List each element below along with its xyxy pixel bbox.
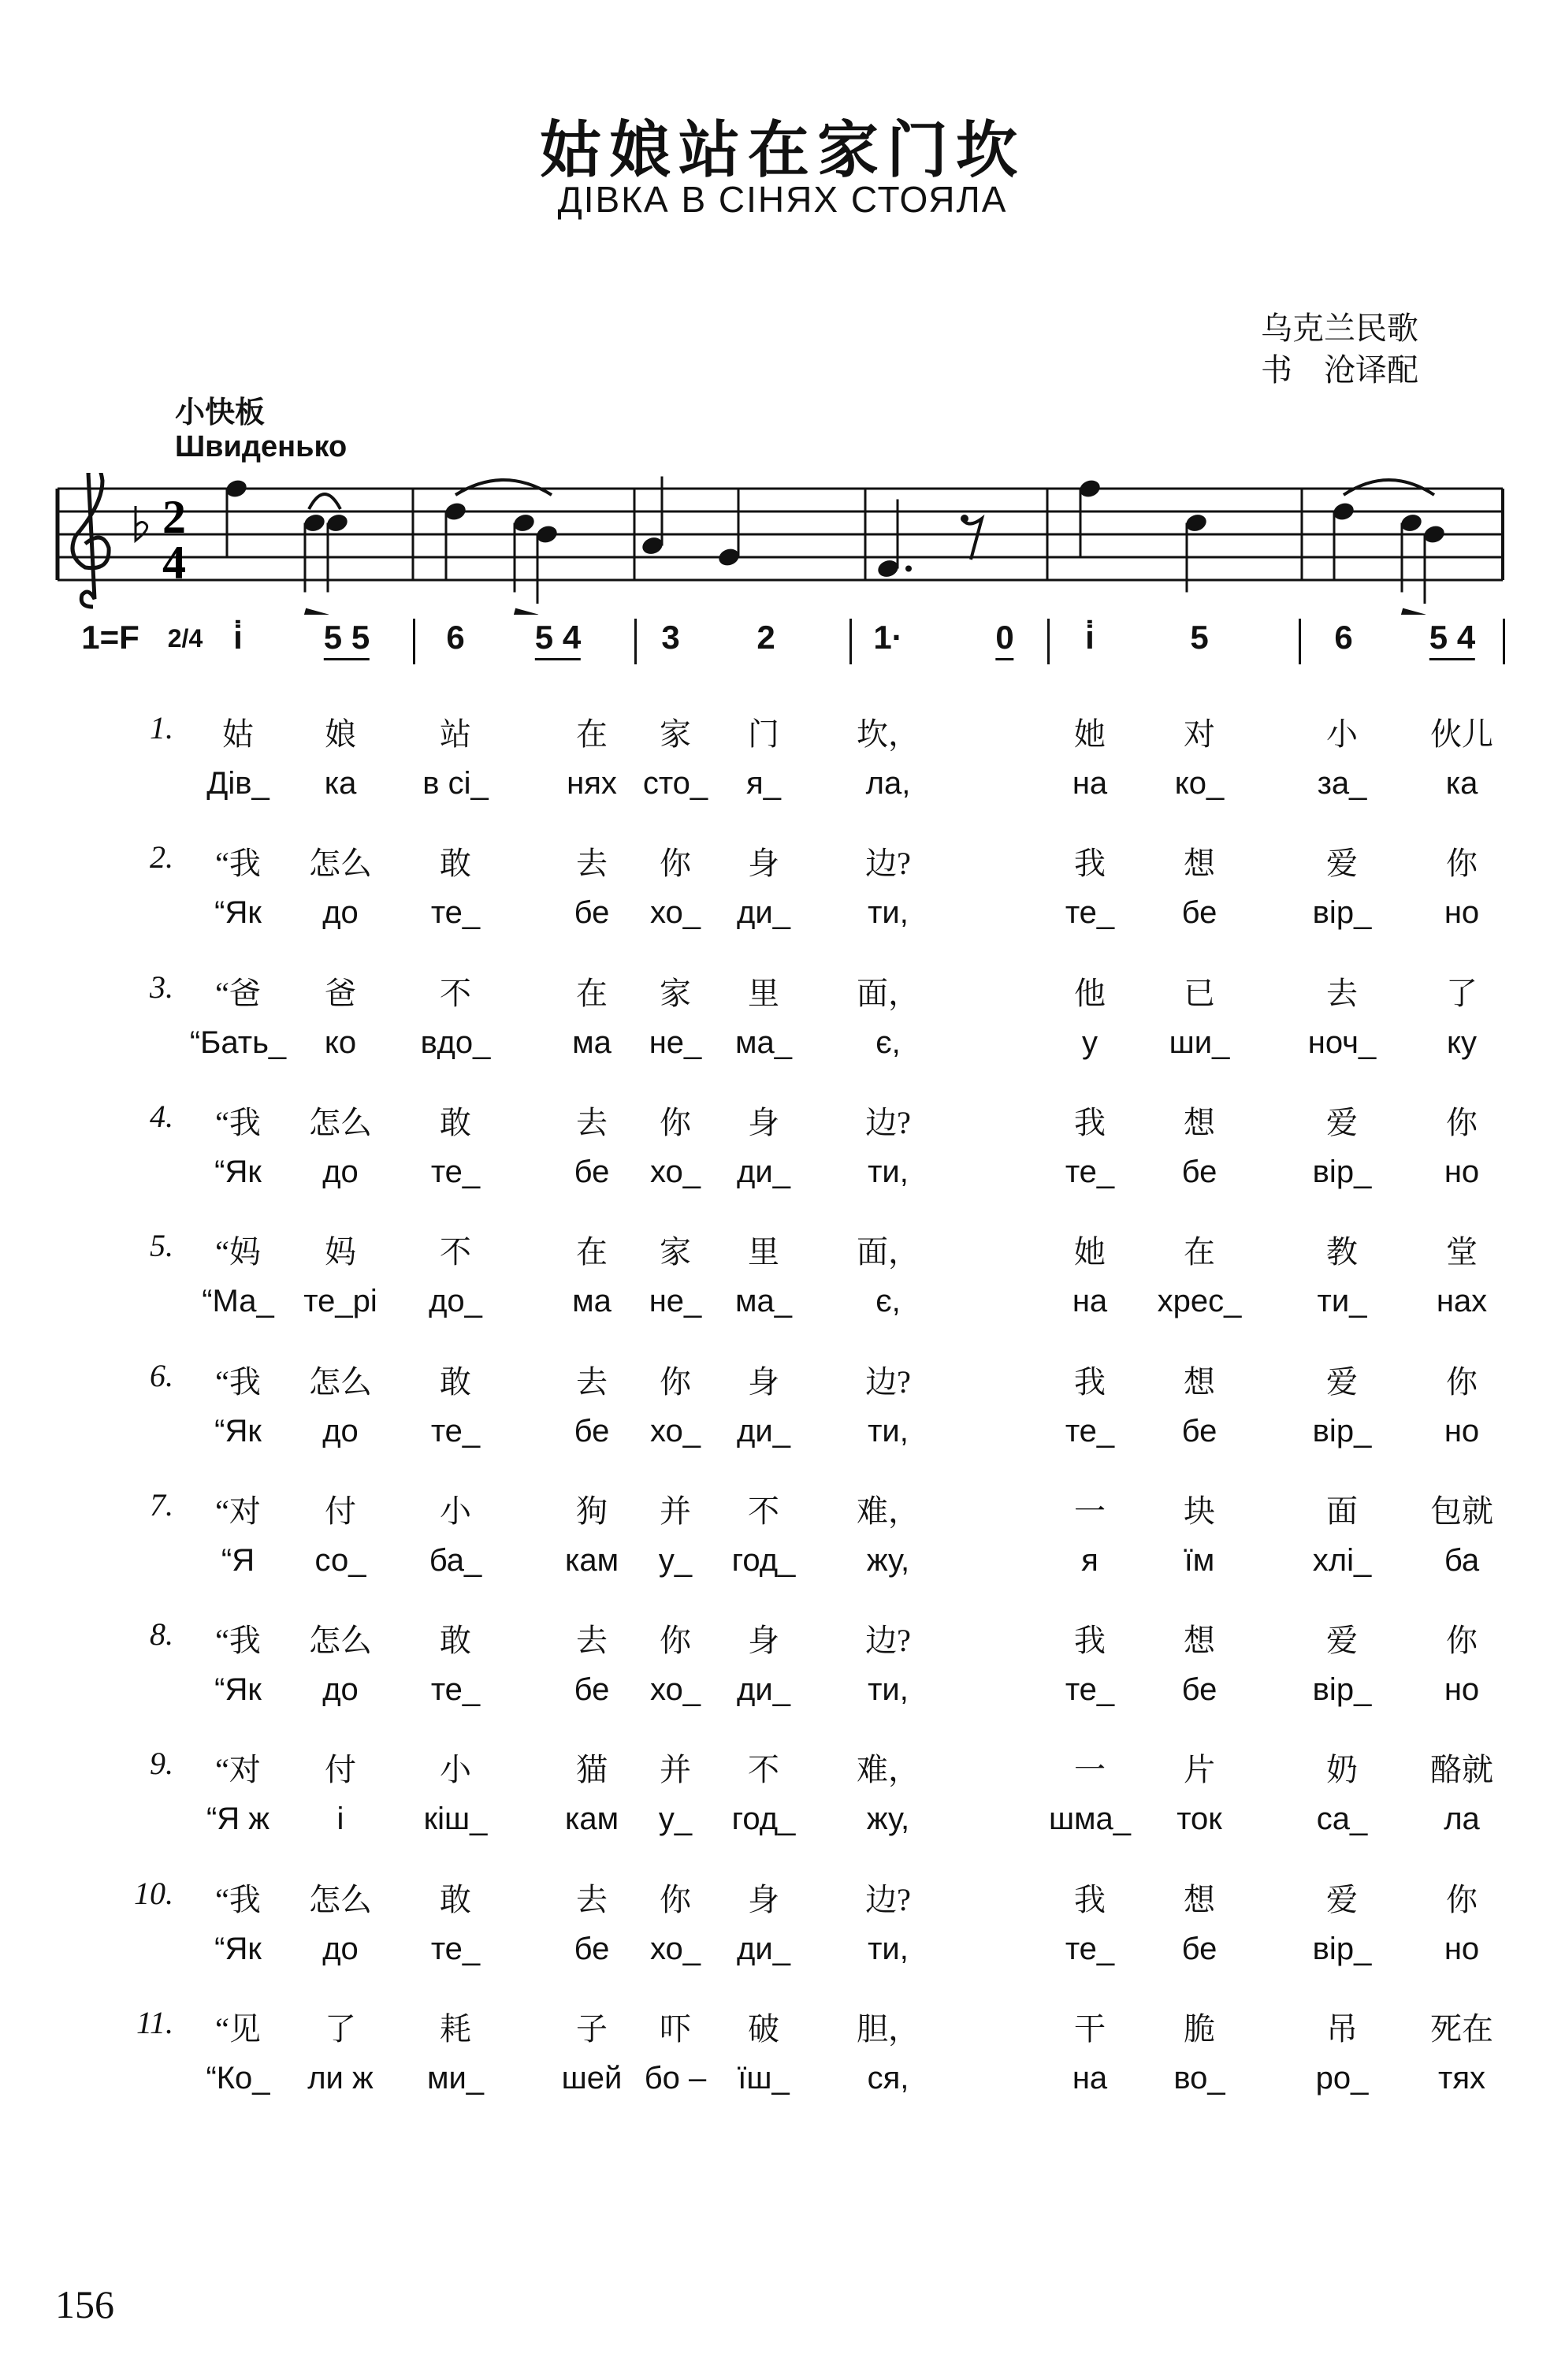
- lyric-uk: не_: [649, 1284, 702, 1319]
- lyric-uk: хрес_: [1157, 1284, 1242, 1319]
- lyric-zh: 身: [748, 1363, 779, 1400]
- lyric-zh: 敢: [440, 1881, 471, 1917]
- verse-number: 10.: [134, 1875, 173, 1911]
- lyric-uk: ди_: [737, 1154, 790, 1189]
- slur: [309, 494, 340, 509]
- lyric-uk: на: [1072, 1284, 1108, 1319]
- lyric-zh: 怎么: [309, 1623, 372, 1659]
- lyric-uk: са_: [1316, 1802, 1368, 1837]
- lyric-uk: ку: [1447, 1025, 1477, 1060]
- lyric-zh: “妈: [215, 1234, 261, 1270]
- lyric-zh: 脆: [1184, 2011, 1215, 2047]
- lyric-zh: 你: [1446, 1623, 1478, 1659]
- time-signature-bottom: 4: [162, 537, 186, 589]
- lyric-uk: я: [1081, 1542, 1098, 1578]
- lyric-zh: 娘: [325, 716, 356, 752]
- lyric-zh: “我: [215, 1363, 261, 1400]
- lyric-zh: 包就: [1430, 1493, 1493, 1529]
- lyric-zh: 你: [660, 1881, 691, 1917]
- jianpu-note: 0: [995, 619, 1013, 660]
- lyric-zh: 耗: [440, 2011, 471, 2047]
- lyric-uk: ба: [1444, 1542, 1480, 1578]
- lyric-uk: їм: [1184, 1542, 1215, 1578]
- lyric-zh: 站: [440, 716, 471, 752]
- lyric-uk: жу,: [866, 1542, 910, 1578]
- verse-number: 6.: [150, 1357, 173, 1393]
- lyric-uk: хо_: [649, 1154, 701, 1189]
- lyric-uk: ди_: [737, 1931, 790, 1966]
- lyric-uk: ти_: [1317, 1284, 1367, 1319]
- lyric-zh: 难，: [857, 1752, 920, 1788]
- jianpu-note: 5 4: [1429, 619, 1475, 660]
- lyric-uk: те_рі: [303, 1284, 377, 1319]
- lyric-uk: ла,: [865, 766, 911, 801]
- lyric-uk: год_: [731, 1802, 796, 1837]
- lyric-zh: 子: [576, 2011, 608, 2047]
- lyric-zh: 狗: [576, 1493, 608, 1529]
- lyric-uk: не_: [649, 1025, 702, 1060]
- lyric-uk: те_: [430, 1413, 481, 1448]
- lyric-zh: 胆，: [857, 2011, 920, 2047]
- lyric-zh: 边?: [865, 1623, 911, 1659]
- lyric-zh: 并: [660, 1493, 691, 1529]
- lyric-uk: ма: [572, 1025, 612, 1060]
- lyric-uk: нах: [1436, 1284, 1488, 1319]
- lyric-zh: 酪就: [1430, 1752, 1493, 1788]
- lyric-zh: 去: [576, 1623, 608, 1659]
- verse-number: 5.: [150, 1228, 173, 1264]
- lyric-zh: “对: [215, 1493, 261, 1529]
- jianpu-note: 3: [661, 619, 680, 656]
- lyric-uk: хо_: [649, 895, 701, 931]
- jianpu-note: 5 4: [535, 619, 581, 660]
- verse-number: 9.: [150, 1746, 173, 1782]
- jianpu-barline: [1503, 619, 1505, 664]
- lyric-uk: ли ж: [307, 2061, 374, 2096]
- lyric-zh: 一: [1074, 1493, 1106, 1529]
- lyric-uk: те_: [1065, 1672, 1115, 1708]
- lyric-uk: на: [1072, 2061, 1108, 2096]
- lyric-zh: 里: [748, 975, 779, 1011]
- lyric-uk: те_: [430, 1931, 481, 1966]
- jianpu-note: 6: [446, 619, 465, 656]
- song-title-zh: 姑娘站在家门坎: [539, 116, 1025, 184]
- lyric-zh: 你: [660, 1623, 691, 1659]
- lyric-uk: нях: [567, 766, 617, 801]
- lyric-uk: “Як: [214, 1931, 262, 1966]
- lyric-zh: 你: [660, 846, 691, 882]
- lyric-uk: ко: [324, 1025, 357, 1060]
- attribution-translator: 书 沧译配: [1261, 353, 1418, 388]
- lyric-uk: “Ма_: [202, 1284, 274, 1319]
- lyric-uk: бе: [1181, 1413, 1217, 1448]
- lyric-zh: 对: [1184, 716, 1215, 752]
- lyric-zh: 吊: [1326, 2011, 1358, 2047]
- jianpu-note: 6: [1334, 619, 1353, 656]
- lyric-uk: ко_: [1174, 766, 1225, 801]
- lyric-zh: 敢: [440, 1104, 471, 1140]
- jianpu-note: 5: [1190, 619, 1209, 656]
- lyric-uk: бе: [1181, 1154, 1217, 1189]
- lyric-zh: 难，: [857, 1493, 920, 1529]
- lyric-zh: 边?: [865, 1881, 911, 1917]
- lyric-zh: 付: [325, 1752, 356, 1788]
- lyric-zh: “我: [215, 1881, 261, 1917]
- lyric-uk: но: [1444, 895, 1480, 931]
- lyric-zh: 不: [440, 975, 471, 1011]
- lyric-zh: 一: [1074, 1752, 1106, 1788]
- lyric-zh: 去: [1326, 975, 1358, 1011]
- eighth-rest-dot: [961, 515, 968, 522]
- lyric-zh: 坎，: [857, 716, 920, 752]
- lyric-zh: 敢: [440, 1363, 471, 1400]
- lyric-zh: 他: [1074, 975, 1106, 1011]
- lyric-zh: “爸: [215, 975, 261, 1011]
- lyric-uk: до: [322, 1413, 359, 1448]
- lyric-zh: 我: [1074, 1881, 1106, 1917]
- lyric-zh: 了: [325, 2011, 356, 2047]
- lyric-zh: 家: [660, 1234, 691, 1270]
- lyric-uk: бо –: [644, 2061, 707, 2096]
- lyric-uk: те_: [430, 1154, 481, 1189]
- lyric-uk: хо_: [649, 1413, 701, 1448]
- lyric-uk: но: [1444, 1413, 1480, 1448]
- lyric-uk: “Я ж: [206, 1802, 270, 1837]
- lyric-zh: 伙儿: [1430, 716, 1493, 752]
- lyric-uk: ток: [1177, 1802, 1222, 1837]
- lyric-zh: 里: [748, 1234, 779, 1270]
- lyric-zh: 妈: [325, 1234, 356, 1270]
- key-signature: 1=F: [81, 619, 139, 656]
- lyric-uk: бе: [1181, 1931, 1217, 1966]
- lyric-uk: “Бать_: [189, 1025, 287, 1060]
- lyric-zh: 在: [576, 716, 608, 752]
- lyric-uk: за_: [1317, 766, 1367, 801]
- lyric-zh: 死在: [1430, 2011, 1493, 2047]
- lyric-uk: ти,: [868, 1413, 909, 1448]
- lyric-uk: ка: [324, 766, 357, 801]
- lyric-uk: ди_: [737, 895, 790, 931]
- verse-number: 4.: [150, 1098, 173, 1134]
- time-signature: 2/4: [167, 624, 203, 653]
- lyric-uk: год_: [731, 1542, 796, 1578]
- lyric-zh: 教: [1326, 1234, 1358, 1270]
- jianpu-note: 1·: [873, 619, 903, 656]
- lyric-zh: 你: [1446, 1104, 1478, 1140]
- lyric-uk: до: [322, 1154, 359, 1189]
- lyric-zh: 爱: [1326, 1104, 1358, 1140]
- lyric-uk: “Як: [214, 1154, 262, 1189]
- lyric-uk: до: [322, 895, 359, 931]
- lyric-uk: до: [322, 1672, 359, 1708]
- lyric-uk: до_: [429, 1284, 482, 1319]
- jianpu-note: 5 5: [324, 619, 370, 660]
- jianpu-note: i̇: [1085, 619, 1095, 656]
- lyric-uk: “Як: [214, 1413, 262, 1448]
- lyric-uk: вір_: [1312, 895, 1372, 931]
- beam: [515, 612, 537, 615]
- lyric-uk: ти,: [868, 1154, 909, 1189]
- lyric-zh: 小: [440, 1493, 471, 1529]
- lyric-uk: “Ко_: [206, 2061, 270, 2096]
- lyric-zh: 敢: [440, 1623, 471, 1659]
- lyric-zh: 家: [660, 716, 691, 752]
- lyric-uk: бе: [1181, 1672, 1217, 1708]
- lyric-zh: 我: [1074, 846, 1106, 882]
- lyric-uk: ро_: [1315, 2061, 1369, 2096]
- lyric-uk: бе: [1181, 895, 1217, 931]
- lyric-uk: те_: [1065, 1413, 1115, 1448]
- lyric-zh: 边?: [865, 1363, 911, 1400]
- lyric-uk: кам: [564, 1802, 619, 1837]
- lyric-zh: 敢: [440, 846, 471, 882]
- verse-number: 1.: [150, 710, 173, 746]
- lyric-zh: 怎么: [309, 1881, 372, 1917]
- lyric-zh: 家: [660, 975, 691, 1011]
- lyric-uk: со_: [314, 1542, 366, 1578]
- lyric-uk: є,: [875, 1284, 901, 1319]
- lyric-zh: 你: [1446, 846, 1478, 882]
- lyric-zh: 想: [1184, 1104, 1215, 1140]
- verse-number: 7.: [150, 1486, 173, 1523]
- beam: [305, 612, 328, 615]
- lyric-uk: ди_: [737, 1413, 790, 1448]
- lyric-uk: ма_: [735, 1025, 792, 1060]
- dot: [905, 566, 912, 572]
- lyric-zh: 怎么: [309, 846, 372, 882]
- lyric-uk: “Я: [221, 1542, 255, 1578]
- lyric-uk: їш_: [738, 2061, 790, 2096]
- lyric-uk: ти,: [868, 1931, 909, 1966]
- lyric-zh: 去: [576, 1363, 608, 1400]
- page-number: 156: [55, 2282, 114, 2326]
- lyric-uk: в сі_: [422, 766, 489, 801]
- lyric-uk: у_: [658, 1802, 693, 1837]
- lyric-zh: “我: [215, 1104, 261, 1140]
- lyric-uk: ся,: [867, 2061, 909, 2096]
- lyric-uk: бе: [574, 1154, 610, 1189]
- lyric-uk: жу,: [866, 1802, 910, 1837]
- lyric-zh: 怎么: [309, 1363, 372, 1400]
- lyric-zh: 去: [576, 846, 608, 882]
- lyric-uk: “Як: [214, 895, 262, 931]
- lyric-uk: вір_: [1312, 1931, 1372, 1966]
- lyric-uk: кам: [564, 1542, 619, 1578]
- lyric-uk: те_: [1065, 1931, 1115, 1966]
- lyric-uk: бе: [574, 1931, 610, 1966]
- lyric-zh: 你: [660, 1363, 691, 1400]
- lyric-uk: те_: [430, 1672, 481, 1708]
- lyric-zh: 不: [748, 1752, 779, 1788]
- lyric-zh: 干: [1074, 2011, 1106, 2047]
- lyric-uk: ка: [1445, 766, 1478, 801]
- staff-notation: [0, 473, 1565, 615]
- lyric-zh: 我: [1074, 1104, 1106, 1140]
- lyric-uk: і: [336, 1802, 344, 1837]
- lyric-zh: 猫: [576, 1752, 608, 1788]
- lyric-zh: 面: [1326, 1493, 1358, 1529]
- lyric-zh: 吓: [660, 2011, 691, 2047]
- attribution-origin: 乌克兰民歌: [1261, 311, 1418, 346]
- lyric-zh: 爱: [1326, 846, 1358, 882]
- lyric-zh: 身: [748, 1104, 779, 1140]
- lyric-zh: 面，: [857, 975, 920, 1011]
- lyric-zh: “见: [215, 2011, 261, 2047]
- lyric-zh: 并: [660, 1752, 691, 1788]
- jianpu-note: 2: [756, 619, 775, 656]
- lyric-zh: 我: [1074, 1623, 1106, 1659]
- lyric-uk: я_: [746, 766, 781, 801]
- lyric-uk: “Як: [214, 1672, 262, 1708]
- jianpu-barline: [849, 619, 852, 664]
- lyric-zh: 门: [748, 716, 779, 752]
- lyric-uk: те_: [430, 895, 481, 931]
- jianpu-barline: [413, 619, 415, 664]
- lyric-uk: ми_: [426, 2061, 485, 2096]
- lyric-uk: кіш_: [423, 1802, 488, 1837]
- lyric-uk: шей: [561, 2061, 623, 2096]
- lyric-zh: 奶: [1326, 1752, 1358, 1788]
- time-signature-top: 2: [162, 491, 186, 543]
- lyric-uk: у: [1082, 1025, 1098, 1060]
- lyric-zh: 爱: [1326, 1623, 1358, 1659]
- lyric-zh: 在: [1184, 1234, 1215, 1270]
- lyric-uk: на: [1072, 766, 1108, 801]
- lyric-zh: 怎么: [309, 1104, 372, 1140]
- lyric-zh: 小: [1326, 716, 1358, 752]
- lyric-zh: 在: [576, 975, 608, 1011]
- lyric-uk: ноч_: [1307, 1025, 1377, 1060]
- lyric-uk: хо_: [649, 1672, 701, 1708]
- tempo-uk: Швиденько: [175, 430, 348, 463]
- lyric-zh: “对: [215, 1752, 261, 1788]
- lyric-zh: 她: [1074, 716, 1106, 752]
- lyric-zh: 堂: [1446, 1234, 1478, 1270]
- lyric-uk: ба_: [429, 1542, 482, 1578]
- lyric-zh: 去: [576, 1881, 608, 1917]
- lyric-uk: Дів_: [206, 766, 270, 801]
- lyric-zh: 爱: [1326, 1363, 1358, 1400]
- lyric-zh: 边?: [865, 1104, 911, 1140]
- lyric-uk: ти,: [868, 1672, 909, 1708]
- lyric-uk: бе: [574, 895, 610, 931]
- lyric-zh: 我: [1074, 1363, 1106, 1400]
- verse-number: 8.: [150, 1616, 173, 1653]
- lyric-uk: вір_: [1312, 1672, 1372, 1708]
- jianpu-barline: [1047, 619, 1050, 664]
- lyric-zh: 想: [1184, 1881, 1215, 1917]
- lyric-uk: вір_: [1312, 1154, 1372, 1189]
- jianpu-barline: [634, 619, 637, 664]
- lyric-zh: 想: [1184, 846, 1215, 882]
- lyric-uk: хо_: [649, 1931, 701, 1966]
- eighth-rest-icon: [963, 519, 982, 560]
- lyric-zh: 想: [1184, 1623, 1215, 1659]
- lyric-zh: “我: [215, 846, 261, 882]
- lyric-uk: те_: [1065, 1154, 1115, 1189]
- lyric-uk: ма_: [735, 1284, 792, 1319]
- lyric-uk: но: [1444, 1672, 1480, 1708]
- lyric-uk: сто_: [642, 766, 708, 801]
- lyric-zh: 破: [748, 2011, 779, 2047]
- lyric-zh: 不: [748, 1493, 779, 1529]
- verse-number: 11.: [136, 2005, 173, 2040]
- lyric-uk: хлі_: [1312, 1542, 1372, 1578]
- lyric-zh: 身: [748, 846, 779, 882]
- lyric-uk: тях: [1438, 2061, 1485, 2096]
- lyric-uk: вдо_: [420, 1025, 491, 1060]
- lyric-uk: но: [1444, 1931, 1480, 1966]
- lyric-uk: бе: [574, 1672, 610, 1708]
- lyric-zh: 在: [576, 1234, 608, 1270]
- lyric-uk: у_: [658, 1542, 693, 1578]
- lyric-zh: 面，: [857, 1234, 920, 1270]
- lyric-uk: до: [322, 1931, 359, 1966]
- lyric-uk: ши_: [1169, 1025, 1230, 1060]
- lyric-uk: те_: [1065, 895, 1115, 931]
- lyric-zh: 爸: [325, 975, 356, 1011]
- jianpu-barline: [1299, 619, 1301, 664]
- lyric-zh: 身: [748, 1623, 779, 1659]
- lyric-uk: ди_: [737, 1672, 790, 1708]
- lyric-zh: 姑: [222, 716, 254, 752]
- lyric-zh: 了: [1446, 975, 1478, 1011]
- tempo-zh: 小快板: [175, 396, 266, 430]
- song-title-uk: ДІВКА В СІНЯХ СТОЯЛА: [557, 179, 1008, 220]
- lyric-uk: ти,: [868, 895, 909, 931]
- verse-number: 3.: [150, 969, 173, 1005]
- lyric-zh: 不: [440, 1234, 471, 1270]
- lyric-zh: 付: [325, 1493, 356, 1529]
- lyric-zh: 你: [1446, 1881, 1478, 1917]
- treble-clef-icon: [72, 473, 109, 607]
- lyric-zh: 她: [1074, 1234, 1106, 1270]
- verse-number: 2.: [150, 839, 173, 876]
- lyric-zh: 想: [1184, 1363, 1215, 1400]
- beam: [1402, 612, 1425, 615]
- lyric-uk: ма: [572, 1284, 612, 1319]
- lyric-zh: 你: [660, 1104, 691, 1140]
- lyric-zh: 小: [440, 1752, 471, 1788]
- lyric-zh: 去: [576, 1104, 608, 1140]
- lyric-uk: вір_: [1312, 1413, 1372, 1448]
- lyric-zh: 已: [1184, 975, 1215, 1011]
- lyric-zh: 边?: [865, 846, 911, 882]
- lyric-zh: 块: [1184, 1493, 1215, 1529]
- lyric-uk: бе: [574, 1413, 610, 1448]
- lyric-uk: шма_: [1048, 1802, 1132, 1837]
- jianpu-note: i̇: [233, 619, 243, 656]
- lyric-uk: но: [1444, 1154, 1480, 1189]
- lyric-zh: 你: [1446, 1363, 1478, 1400]
- lyric-uk: ла: [1444, 1802, 1480, 1837]
- lyric-zh: 爱: [1326, 1881, 1358, 1917]
- lyric-uk: є,: [875, 1025, 901, 1060]
- lyric-zh: “我: [215, 1623, 261, 1659]
- lyric-zh: 片: [1184, 1752, 1215, 1788]
- lyric-zh: 身: [748, 1881, 779, 1917]
- lyric-uk: во_: [1173, 2061, 1225, 2096]
